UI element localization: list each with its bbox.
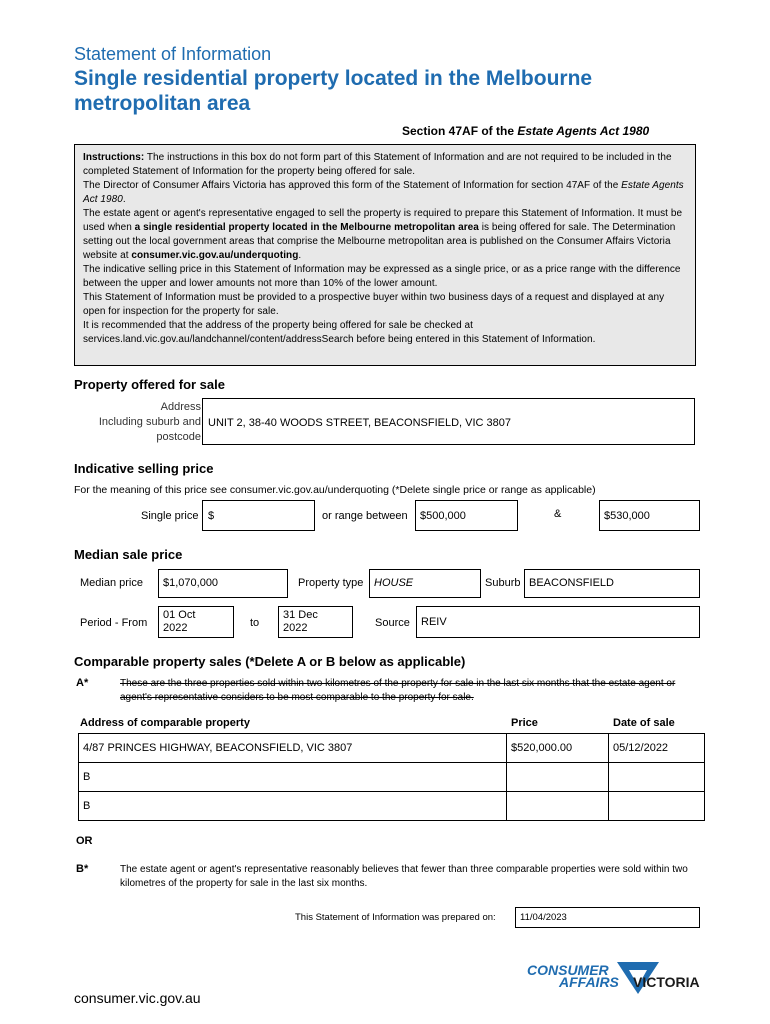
comparable-address-cell[interactable]: B	[79, 792, 507, 821]
comparable-date-cell[interactable]	[609, 763, 705, 792]
comparable-heading: Comparable property sales (*Delete A or B below as applicable)	[74, 654, 466, 669]
period-to-line1: 31 Dec	[283, 609, 318, 621]
comparable-table	[78, 733, 705, 821]
period-from-label: Period - From	[80, 617, 148, 629]
period-to-label: to	[250, 617, 260, 629]
section-act: Estate Agents Act 1980	[517, 124, 650, 138]
instructions-p1-text: The instructions in this box do not form part of this Statement of Information and are not required to be included in the completed Statement of Information for the property being offered for sale.	[83, 152, 672, 177]
instructions-p5: This Statement of Information must be provided to a prospective buyer within two business days of a request and displayed at any open for inspection for the property for sale.	[83, 292, 665, 317]
median-price-label: Median price	[80, 577, 143, 589]
logo-line2: AFFAIRS	[559, 974, 619, 990]
comparable-address-cell[interactable]: B	[79, 763, 507, 792]
comparable-price-cell[interactable]: $520,000.00	[507, 734, 609, 763]
instructions-label: Instructions:	[83, 152, 145, 163]
suburb-label: Suburb	[485, 577, 521, 589]
section-prefix: Section 47AF of the	[402, 124, 518, 138]
comparable-date-cell[interactable]	[609, 792, 705, 821]
instructions-p3-b: is being offered for sale. The Determination setting out the local government areas that comprise the Melbourne metropolitan area is published on the Consumer Affairs Victoria website at	[83, 222, 676, 261]
prepared-on-label: This Statement of Information was prepared on:	[295, 912, 496, 923]
instructions-p3-c: .	[298, 250, 302, 261]
or-divider: OR	[76, 835, 93, 847]
single-price-label: Single price	[141, 510, 199, 522]
prepared-on-date-field[interactable]: 11/04/2023	[515, 907, 700, 928]
indicative-note: For the meaning of this price see consumer.vic.gov.au/underquoting (*Delete single price or range as applicable)	[74, 484, 596, 496]
address-field[interactable]: UNIT 2, 38-40 WOODS STREET, BEACONSFIELD, VIC 3807	[202, 398, 695, 445]
property-type-label: Property type	[298, 577, 364, 589]
footer-url[interactable]: consumer.vic.gov.au	[74, 990, 201, 1006]
col-address-header: Address of comparable property	[80, 717, 250, 729]
comparable-date-cell[interactable]: 05/12/2022	[609, 734, 705, 763]
period-from-line1: 01 Oct	[163, 609, 196, 621]
median-heading: Median sale price	[74, 547, 183, 562]
section-reference	[402, 124, 649, 138]
median-price-field[interactable]: $1,070,000	[158, 569, 288, 598]
col-date-header: Date of sale	[613, 717, 675, 729]
instructions-p2-act: Estate Agents Act 1980	[83, 180, 684, 205]
address-label	[84, 400, 201, 445]
suburb-field[interactable]: BEACONSFIELD	[524, 569, 700, 598]
instructions-p4: The indicative selling price in this Statement of Information may be expressed as a single price, or as a price range with the difference between the upper and lower amounts not more than 10% of the lower amount.	[83, 264, 681, 289]
range-label: or range between	[322, 510, 408, 522]
col-price-header: Price	[511, 717, 538, 729]
logo-line3: VICTORIA	[633, 974, 700, 990]
source-label: Source	[375, 617, 410, 629]
instructions-p2-b: .	[122, 194, 126, 205]
option-a-text: These are the three properties sold within two kilometres of the property for sale in the last six months that the estate agent or agent's representative considers to be most comparable to the property for sale.	[120, 678, 676, 703]
instructions-p2-a: The Director of Consumer Affairs Victoria has approved this form of the Statement of Information for section 47AF of the	[83, 180, 622, 191]
underquoting-link[interactable]: consumer.vic.gov.au/underquoting	[131, 250, 299, 261]
source-field[interactable]: REIV	[416, 606, 700, 638]
form-title: Single residential property located in the Melbourne metropolitan area	[74, 67, 593, 115]
comparable-price-cell[interactable]	[507, 763, 609, 792]
comparable-address-cell[interactable]: 4/87 PRINCES HIGHWAY, BEACONSFIELD, VIC 3807	[79, 734, 507, 763]
property-type-field[interactable]: HOUSE	[369, 569, 481, 598]
option-b-marker: B*	[76, 863, 89, 875]
instructions-p3-bold: a single residential property located in the Melbourne metropolitan area	[134, 222, 479, 233]
range-high-field[interactable]: $530,000	[599, 500, 700, 531]
table-row	[79, 763, 705, 792]
instructions-p3	[83, 207, 687, 263]
range-low-field[interactable]: $500,000	[415, 500, 518, 531]
comparable-price-cell[interactable]	[507, 792, 609, 821]
instructions-p3-a: The estate agent or agent's representative engaged to sell the property is required to prepare this Statement of Information. It must be used when	[83, 208, 683, 233]
range-ampersand: &	[554, 508, 562, 520]
table-row	[79, 792, 705, 821]
form-subtitle: Statement of Information	[74, 44, 272, 64]
consumer-affairs-victoria-logo	[527, 960, 707, 1004]
address-label-line2: Including suburb and	[98, 416, 201, 428]
indicative-heading: Indicative selling price	[74, 461, 214, 476]
instructions-p6: It is recommended that the address of the property being offered for sale be checked at services.land.vic.gov.au/landchannel/content/addressSearch before being entered in this Statement of Information.	[83, 320, 596, 345]
instructions-box	[74, 144, 696, 366]
option-b-text: The estate agent or agent's representative reasonably believes that fewer than three comparable properties were sold within two kilometres of the property for sale in the last six months.	[120, 864, 688, 889]
address-label-line1: Address	[160, 401, 201, 413]
single-price-field[interactable]: $	[202, 500, 315, 531]
period-to-field[interactable]	[278, 606, 353, 638]
period-from-field[interactable]	[158, 606, 234, 638]
period-to-line2: 2022	[283, 622, 308, 634]
logo-line1: CONSUMER	[527, 962, 609, 978]
table-row	[79, 734, 705, 763]
option-a-marker: A*	[76, 677, 89, 689]
property-heading: Property offered for sale	[74, 377, 225, 392]
instructions-p1	[83, 151, 687, 179]
address-label-line3: postcode	[156, 431, 201, 443]
instructions-p2	[83, 179, 687, 207]
period-from-line2: 2022	[163, 622, 188, 634]
